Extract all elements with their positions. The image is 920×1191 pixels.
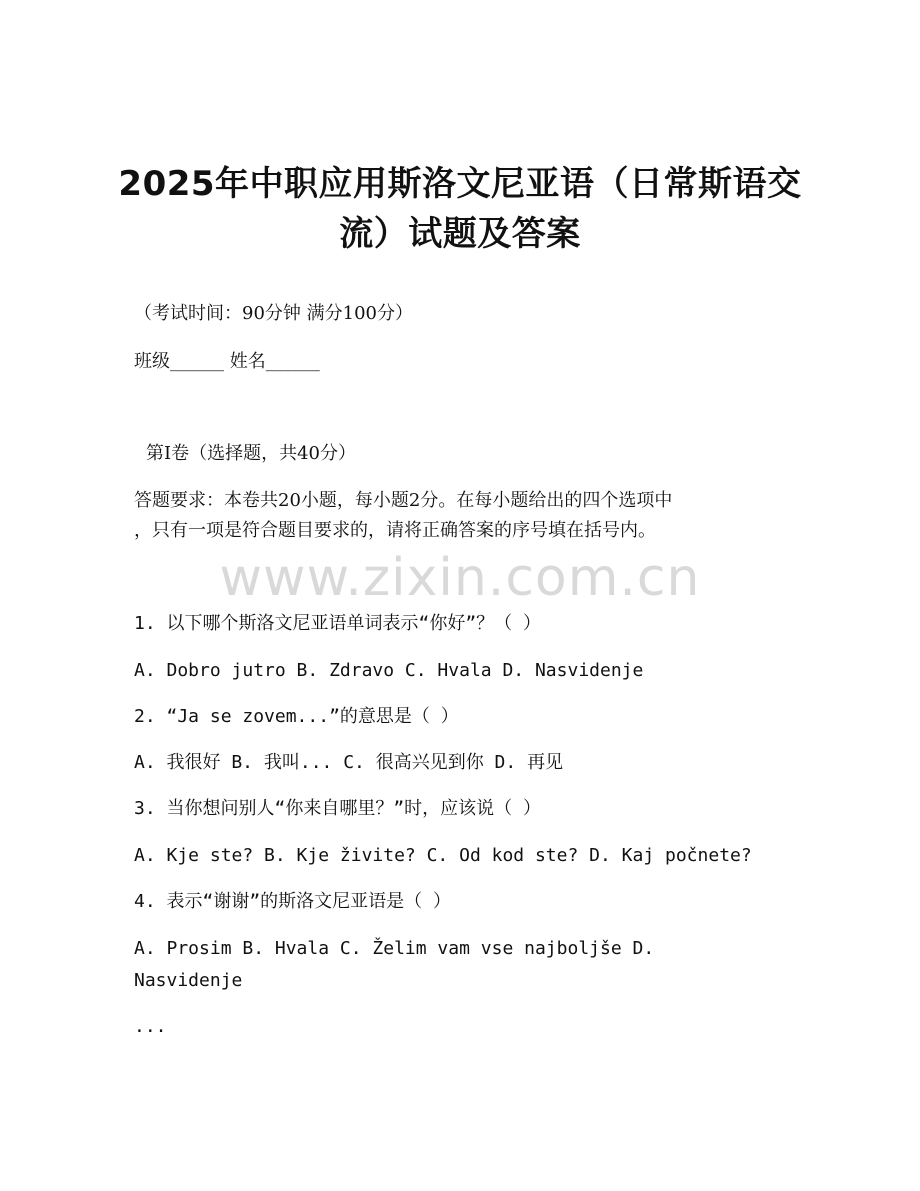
document-title-line-1: 2025年中职应用斯洛文尼亚语（日常斯语交 (118, 164, 802, 204)
continuation-ellipsis: ... (134, 1016, 167, 1037)
question-2-stem: 2. “Ja se zovem...”的意思是（ ） (134, 706, 459, 727)
exam-info: （考试时间：90分钟 满分100分） (134, 303, 413, 324)
question-4-options-line-2: Nasvidenje (134, 970, 243, 991)
question-4-options-line-1: A. Prosim B. Hvala C. Želim vam vse najboljše D. (134, 938, 655, 959)
question-3-stem: 3. 当你想问别人“你来自哪里？”时，应该说（ ） (134, 798, 542, 819)
instructions-line-1: 答题要求：本卷共20小题，每小题2分。在每小题给出的四个选项中 (134, 490, 673, 511)
question-1-options: A. Dobro jutro B. Zdravo C. Hvala D. Nasvidenje (134, 660, 644, 681)
section-heading: 第I卷（选择题，共40分） (146, 443, 357, 464)
question-1-stem: 1. 以下哪个斯洛文尼亚语单词表示“你好”？（ ） (134, 613, 542, 634)
question-3-options: A. Kje ste? B. Kje živite? C. Od kod ste? D. Kaj počnete? (134, 845, 752, 866)
question-2-options: A. 我很好 B. 我叫... C. 很高兴见到你 D. 再见 (134, 752, 564, 773)
student-fields: 班级______ 姓名______ (134, 351, 320, 372)
document-title-line-2: 流）试题及答案 (339, 214, 581, 254)
question-4-stem: 4. 表示“谢谢”的斯洛文尼亚语是（ ） (134, 891, 452, 912)
instructions-line-2: ，只有一项是符合题目要求的，请将正确答案的序号填在括号内。 (134, 520, 656, 541)
watermark: www.zixin.com.cn (219, 548, 701, 608)
